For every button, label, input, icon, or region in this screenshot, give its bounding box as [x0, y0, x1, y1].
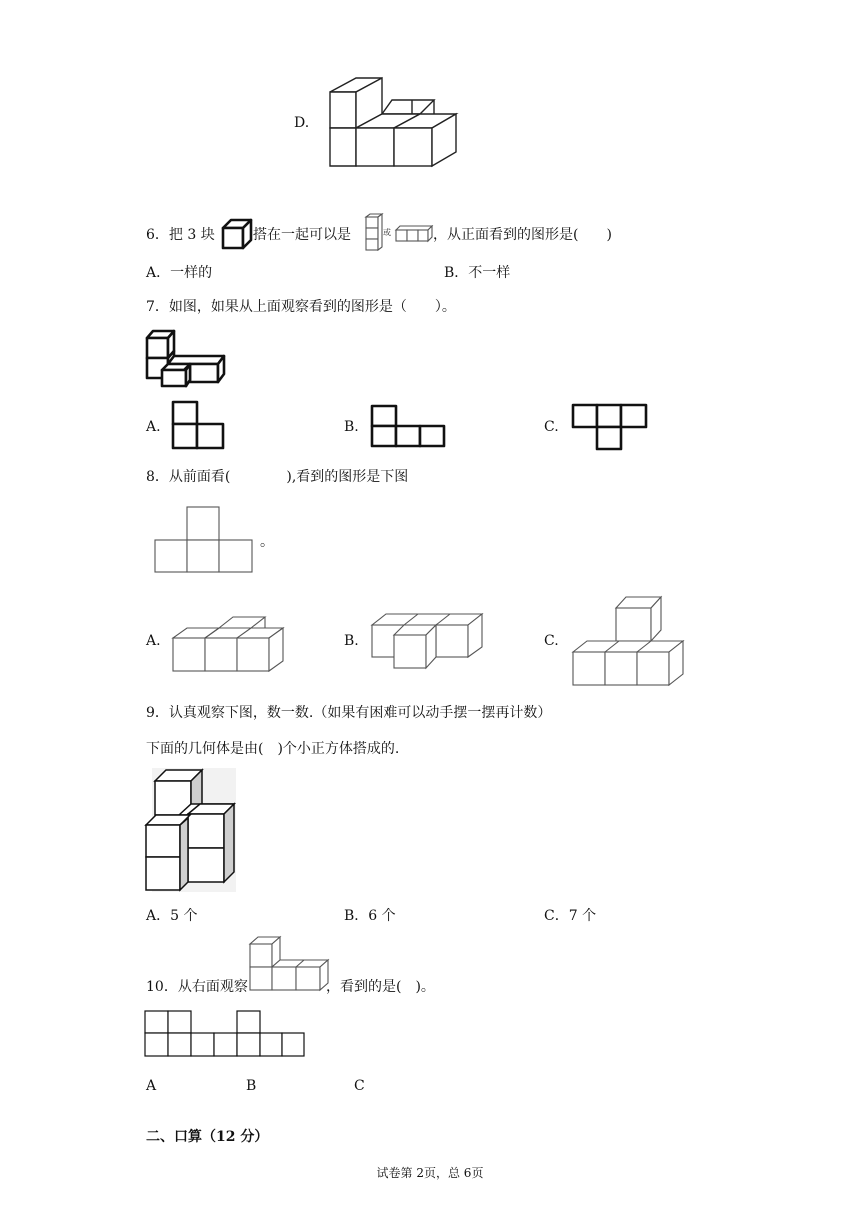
q10-option-c-label: C [354, 1078, 365, 1094]
page-footer: 试卷第 2页，总 6页 [376, 1166, 484, 1180]
q8-front-view-figure [152, 505, 256, 575]
q5-option-d-label: D. [294, 115, 310, 131]
q6-option-b: B．不一样 [444, 265, 511, 281]
q8-option-b-label: B. [344, 633, 359, 649]
q6-vertical-stack-figure [364, 213, 384, 251]
q8-option-c-figure [570, 594, 686, 688]
q9-option-a: A．5 个 [146, 908, 198, 924]
q8-option-c-label: C. [544, 633, 559, 649]
q7-cube-figure [144, 328, 226, 388]
q8-option-a-figure [170, 614, 288, 674]
q10-cube-figure [248, 934, 330, 994]
q7-option-b-label: B. [344, 419, 359, 435]
q7-option-c-label: C. [544, 419, 559, 435]
q6-single-cube-figure [221, 218, 253, 250]
q7-option-a-label: A. [146, 419, 161, 435]
q9-question-text: 9．认真观察下图，数一数.（如果有困难可以动手摆一摆再计数） [146, 705, 552, 721]
q9-option-b: B．6 个 [344, 908, 396, 924]
q6-text-a: 6．把 3 块 [146, 227, 215, 243]
q9-subtext: 下面的几何体是由( )个小正方体搭成的. [146, 741, 400, 757]
q7-option-b-figure [369, 403, 447, 449]
q9-cube-figure [144, 768, 236, 892]
q10-text-a: 10．从右面观察 [146, 979, 248, 995]
q5-option-d-figure [326, 74, 460, 170]
q8-period: 。 [260, 534, 274, 550]
q6-or-label: 或 [383, 228, 391, 237]
q9-option-c: C．7 个 [544, 908, 597, 924]
q7-option-c-figure [570, 402, 650, 452]
q10-option-b-label: B [246, 1078, 257, 1094]
q8-option-a-label: A. [146, 633, 161, 649]
q7-question-text: 7．如图，如果从上面观察看到的图形是（ ）。 [146, 299, 456, 315]
section-heading: 二、口算（12 分） [146, 1129, 269, 1145]
q10-option-a-label: A [146, 1078, 157, 1094]
q6-text-c: ，从正面看到的图形是( ) [433, 227, 612, 243]
q6-text-b: 搭在一起可以是 [253, 227, 351, 243]
q8-option-b-figure [369, 611, 485, 671]
q10-options-figure [144, 1009, 308, 1059]
q6-option-a: A．一样的 [146, 265, 213, 281]
q7-option-a-figure [170, 399, 226, 451]
q10-text-b: ，看到的是( )。 [326, 979, 435, 995]
q6-horizontal-row-figure [394, 225, 434, 243]
q8-question-text: 8．从前面看( ),看到的图形是下图 [146, 469, 409, 485]
